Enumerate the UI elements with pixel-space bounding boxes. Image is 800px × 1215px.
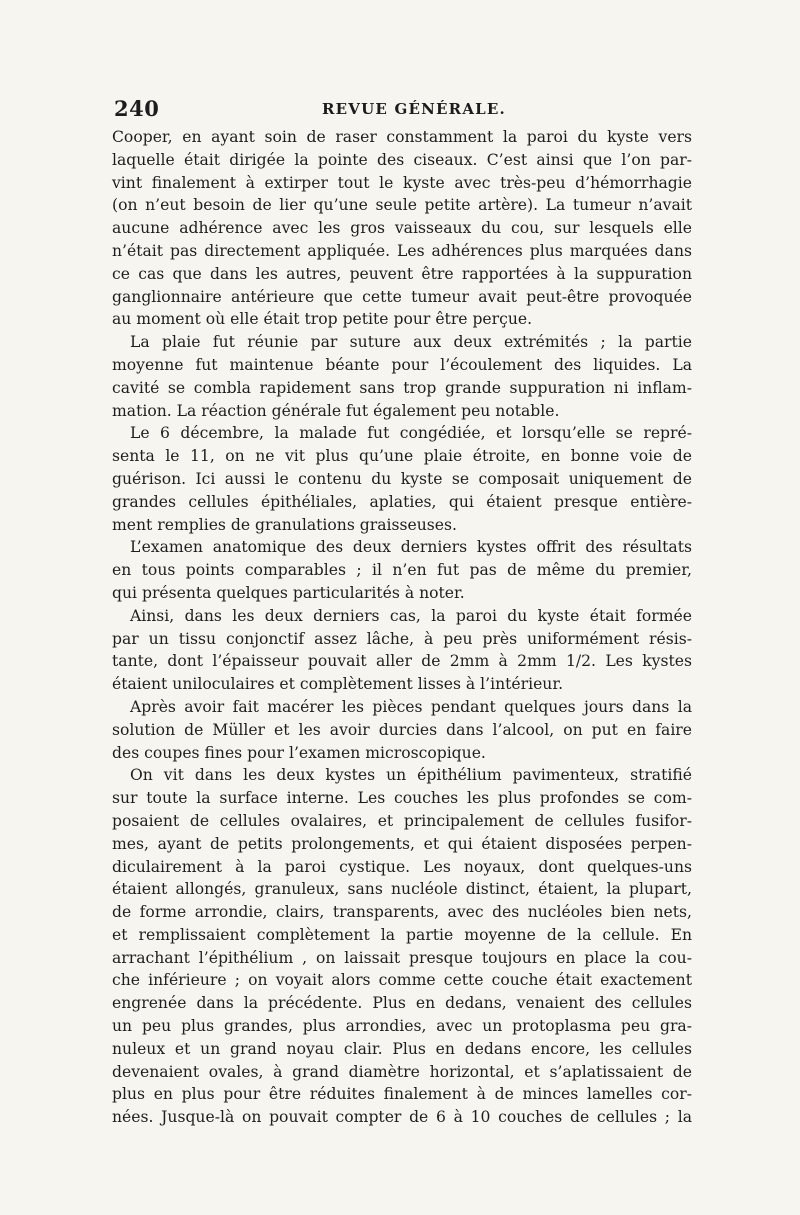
- text-line: mes, ayant de petits prolongements, et qui étaient disposées perpen-: [112, 834, 692, 853]
- page-number: 240: [114, 96, 160, 121]
- text-line: che inférieure ; on voyait alors comme cette couche était exactement: [112, 971, 692, 990]
- text-line: étaient uniloculaires et complètement lisses à l’intérieur.: [112, 675, 564, 694]
- text-line: aucune adhérence avec les gros vaisseaux du cou, sur lesquels elle: [112, 219, 692, 238]
- text-line: tante, dont l’épaisseur pouvait aller de 2mm à 2mm 1/2. Les kystes: [112, 652, 692, 671]
- text-line: mation. La réaction générale fut également peu notable.: [112, 401, 560, 420]
- text-line: guérison. Ici aussi le contenu du kyste se composait uniquement de: [112, 469, 692, 488]
- text-line: étaient allongés, granuleux, sans nucléole distinct, étaient, la plupart,: [112, 880, 692, 899]
- text-line: (on n’eut besoin de lier qu’une seule petite artère). La tumeur n’avait: [112, 196, 692, 215]
- text-line: ce cas que dans les autres, peuvent être rapportées à la suppuration: [112, 264, 692, 283]
- text-line: au moment où elle était trop petite pour être perçue.: [112, 310, 533, 329]
- text-line: ganglionnaire antérieure que cette tumeur avait peut-être provoquée: [112, 287, 692, 306]
- text-line: posaient de cellules ovalaires, et principalement de cellules fusifor-: [112, 811, 692, 830]
- text-line: Après avoir fait macérer les pièces pendant quelques jours dans la: [130, 697, 692, 716]
- body-text: [112, 126, 692, 1129]
- text-line: Ainsi, dans les deux derniers cas, la paroi du kyste était formée: [130, 606, 692, 625]
- text-line: moyenne fut maintenue béante pour l’écoulement des liquides. La: [112, 355, 692, 374]
- text-line: arrachant l’épithélium , on laissait presque toujours en place la cou-: [112, 948, 692, 967]
- text-line: Le 6 décembre, la malade fut congédiée, et lorsqu’elle se repré-: [130, 424, 692, 443]
- text-line: Cooper, en ayant soin de raser constamment la paroi du kyste vers: [112, 128, 692, 146]
- text-line: nuleux et un grand noyau clair. Plus en dedans encore, les cellules: [112, 1039, 692, 1058]
- text-line: en tous points comparables ; il n’en fut pas de même du premier,: [112, 561, 692, 580]
- text-line: plus en plus pour être réduites finalement à de minces lamelles cor-: [112, 1085, 692, 1104]
- text-line: L’examen anatomique des deux derniers kystes offrit des résultats: [130, 538, 692, 557]
- text-line: La plaie fut réunie par suture aux deux extrémités ; la partie: [130, 333, 692, 352]
- text-line: ment remplies de granulations graisseuses.: [112, 515, 457, 534]
- text-line: diculairement à la paroi cystique. Les noyaux, dont quelques-uns: [112, 857, 692, 876]
- text-line: solution de Müller et les avoir durcies dans l’alcool, on put en faire: [112, 720, 692, 739]
- text-line: des coupes fines pour l’examen microscopique.: [112, 743, 486, 762]
- text-line: et remplissaient complètement la partie moyenne de la cellule. En: [112, 925, 692, 944]
- text-line: cavité se combla rapidement sans trop grande suppuration ni inflam-: [112, 378, 692, 397]
- text-line: engrenée dans la précédente. Plus en dedans, venaient des cellules: [112, 994, 692, 1013]
- text-line: qui présenta quelques particularités à noter.: [112, 583, 465, 602]
- text-line: un peu plus grandes, plus arrondies, avec un protoplasma peu gra-: [112, 1017, 692, 1036]
- running-head: REVUE GÉNÉRALE.: [322, 100, 506, 118]
- text-line: grandes cellules épithéliales, aplaties, qui étaient presque entière-: [112, 492, 692, 511]
- text-line: devenaient ovales, à grand diamètre horizontal, et s’aplatissaient de: [112, 1062, 692, 1081]
- text-line: sur toute la surface interne. Les couches les plus profondes se com-: [112, 789, 692, 808]
- text-line: laquelle était dirigée la pointe des ciseaux. C’est ainsi que l’on par-: [112, 150, 692, 169]
- text-line: par un tissu conjonctif assez lâche, à peu près uniformément résis-: [112, 629, 692, 648]
- text-line: senta le 11, on ne vit plus qu’une plaie étroite, en bonne voie de: [112, 447, 692, 466]
- text-line: nées. Jusque-là on pouvait compter de 6 à 10 couches de cellules ; la: [112, 1108, 692, 1127]
- text-line: de forme arrondie, clairs, transparents, avec des nucléoles bien nets,: [112, 903, 692, 922]
- text-line: On vit dans les deux kystes un épithélium pavimenteux, stratifié: [130, 766, 692, 785]
- text-line: vint finalement à extirper tout le kyste avec très-peu d’hémorrhagie: [112, 173, 692, 192]
- text-line: n’était pas directement appliquée. Les adhérences plus marquées dans: [112, 241, 692, 260]
- page-header: [114, 96, 694, 126]
